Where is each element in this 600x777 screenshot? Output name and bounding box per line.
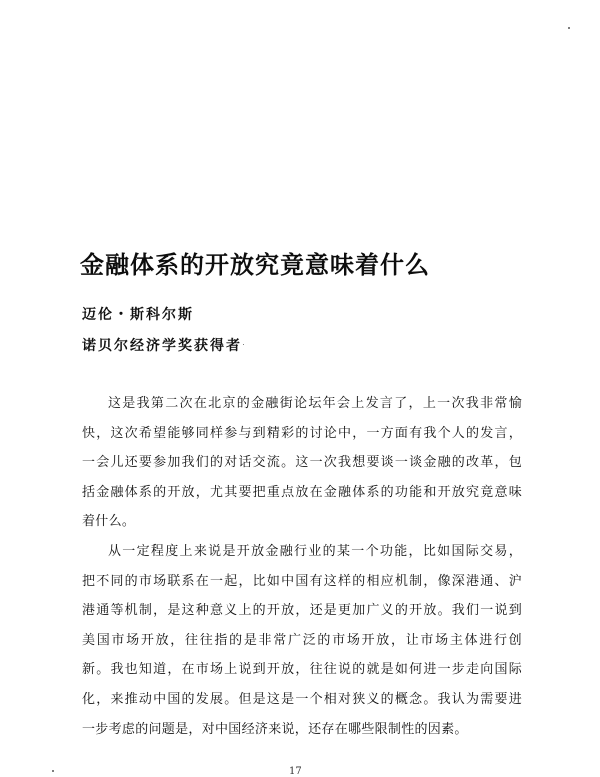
body-line: 一步考虑的问题是，对中国经济来说，还存在哪些限制性的因素。 [82, 721, 468, 737]
body-line: 把不同的市场联系在一起，比如中国有这样的相应机制，像深港通、沪 [82, 573, 522, 589]
scan-speck [52, 770, 54, 772]
body-line: 港通等机制，是这种意义上的开放，还是更加广义的开放。我们一说到 [82, 603, 522, 619]
body-line: 这是我第二次在北京的金融街论坛年会上发言了，上一次我非常愉 [108, 396, 522, 411]
body-line: 化，来推动中国的发展。但是这是一个相对狭义的概念。我认为需要进 [82, 691, 522, 707]
page-number: 17 [289, 766, 302, 777]
body-line: 快，这次希望能够同样参与到精彩的讨论中，一方面有我个人的发言， [82, 425, 522, 441]
article-body [82, 389, 522, 744]
body-line: 括金融体系的开放，尤其要把重点放在金融体系的功能和开放究竟意味 [82, 484, 522, 500]
body-line: 美国市场开放，往往指的是非常广泛的市场开放，让市场主体进行创 [82, 632, 522, 648]
body-line: 从一定程度上来说是开放金融行业的某一个功能，比如国际交易， [108, 543, 522, 559]
body-line: 一会儿还要参加我们的对话交流。这一次我想要谈一谈金融的改革，包 [82, 455, 522, 471]
author-affiliation: 诺贝尔经济学奖获得者 [82, 338, 242, 354]
body-line: 新。我也知道，在市场上说到开放，往往说的就是如何进一步走向国际 [82, 662, 522, 678]
body-line: 着什么。 [82, 514, 136, 530]
scan-speck [243, 344, 244, 345]
author-name: 迈伦・斯科尔斯 [82, 307, 194, 323]
scan-speck [568, 27, 570, 29]
article-title: 金融体系的开放究竟意味着什么 [80, 250, 430, 279]
